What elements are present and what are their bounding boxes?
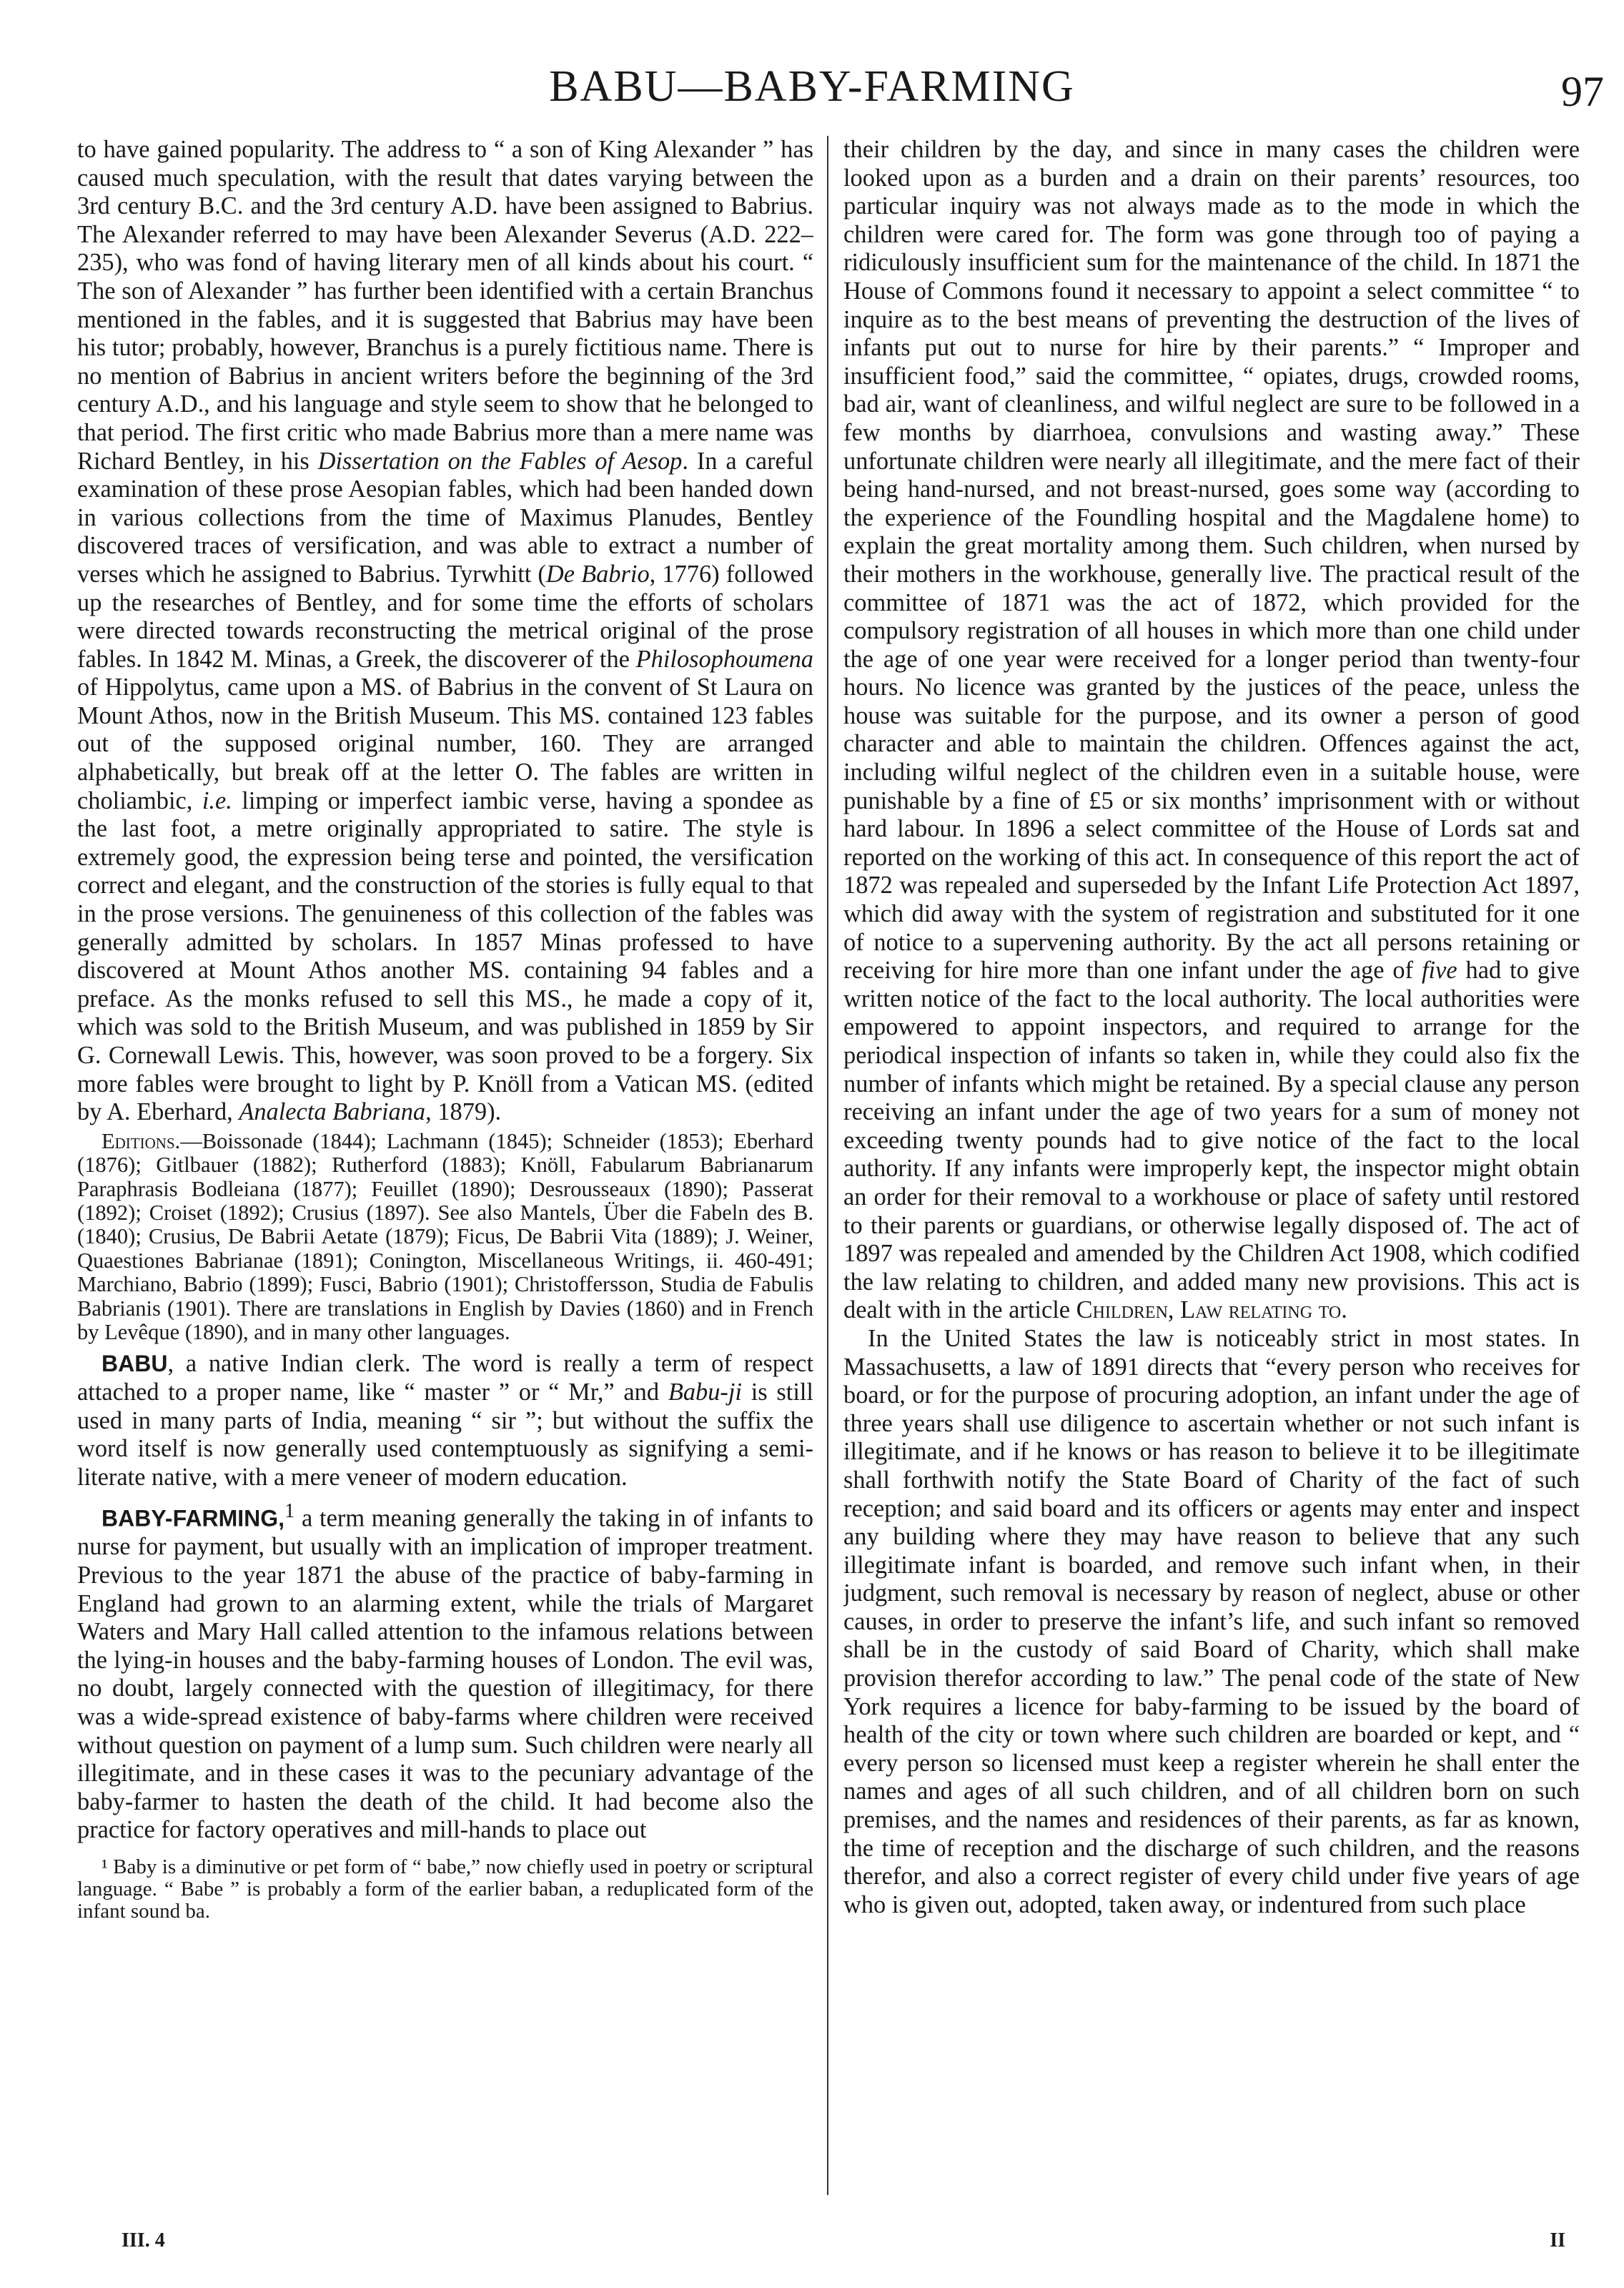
- entry-babu: BABU, a native Indian clerk. The word is really a term of respect attached to a proper name, like “ master ” or “ Mr,” and Babu-ji is still used in many parts of India, meaning “ sir ”; but without the suffix the word itself is now generally used contemptuously as signifying a semi-literate native, with a mere veneer of modern education.: [77, 1350, 813, 1491]
- babrius-paragraph: to have gained popularity. The address to “ a son of King Alexander ” has caused much speculation, with the result that dates varying between the 3rd century B.C. and the 3rd century A.D. have been assigned to Babrius. The Alexander referred to may have been Alexander Severus (A.D. 222–235), who was fond of having literary men of all kinds about his court. “ The son of Alexander ” has further been identified with a certain Branchus mentioned in the fables, and it is suggested that Babrius may have been his tutor; probably, however, Branchus is a purely fictitious name. There is no mention of Babrius in ancient writers before the beginning of the 3rd century A.D., and his language and style seem to show that he belonged to that period. The first critic who made Babrius more than a mere name was Richard Bentley, in his Dissertation on the Fables of Aesop. In a careful examination of these prose Aesopian fables, which had been handed down in various collections from the time of Maximus Planudes, Bentley discovered traces of versification, and was able to extract a number of verses which he assigned to Babrius. Tyrwhitt (De Babrio, 1776) followed up the researches of Bentley, and for some time the efforts of scholars were directed towards reconstructing the metrical original of the prose fables. In 1842 M. Minas, a Greek, the discoverer of the Philosophoumena of Hippolytus, came upon a MS. of Babrius in the convent of St Laura on Mount Athos, now in the British Museum. This MS. contained 123 fables out of the supposed original number, 160. They are arranged alphabetically, but break off at the letter O. The fables are written in choliambic, i.e. limping or imperfect iambic verse, having a spondee as the last foot, a metre originally appropriated to satire. The style is extremely good, the expression being terse and pointed, the versification correct and elegant, and the construction of the stories is fully equal to that in the prose versions. The genuineness of this collection of the fables was generally admitted by scholars. In 1857 Minas professed to have discovered at Mount Athos another MS. containing 94 fables and a preface. As the monks refused to sell this MS., he made a copy of it, which was sold to the British Museum, and was published in 1859 by Sir G. Cornewall Lewis. This, however, was soon proved to be a forgery. Six more fables were brought to light by P. Knöll from a Vatican MS. (edited by A. Eberhard, Analecta Babriana, 1879).: [77, 136, 813, 1126]
- page-number: 97: [1561, 68, 1604, 115]
- running-title: BABU—BABY-FARMING: [549, 62, 1075, 111]
- united-states-paragraph: In the United States the law is noticeably strict in most states. In Massachusetts, a law of 1891 directs that “every person who receives for board, or for the purpose of procuring adoption, an infant under the age of three years shall use diligence to ascertain whether or not such infant is illegitimate, and if he knows or has reason to believe it to be illegitimate shall forthwith notify the State Board of Charity of the fact of such reception; and said board and its officers or agents may enter and inspect any building where they may have reason to believe that any such illegitimate infant is boarded, and remove such infant when, in their judgment, such removal is necessary by reason of neglect, abuse or other causes, in order to preserve the infant’s life, and such infant so removed shall be in the custody of said Board of Charity, which shall make provision therefor according to law.” The penal code of the state of New York requires a licence for baby-farming to be issued by the board of health of the city or town where such children are boarded or kept, and “ every person so licensed must keep a register wherein he shall enter the names and ages of all such children, and of all children born on such premises, and the names and residences of their parents, as far as known, the time of reception and the discharge of such children, and the reasons therefor, and also a correct register of every child under five years of age who is given out, adopted, taken away, or indentured from such place: [843, 1324, 1580, 1918]
- headword-baby-farming: BABY-FARMING,: [102, 1505, 284, 1532]
- right-column: [843, 136, 1580, 2195]
- page-header: [0, 61, 1624, 119]
- cross-reference: Children, Law relating to: [1076, 1296, 1342, 1324]
- footnote: ¹ Baby is a diminutive or pet form of “ babe,” now chiefly used in poetry or scriptural language. “ Babe ” is probably a form of the earlier baban, a reduplicated form of the infant sound ba.: [77, 1855, 813, 1923]
- footnote-marker: 1: [284, 1499, 295, 1523]
- title-dissertation: Dissertation on the Fables of Aesop: [317, 447, 683, 475]
- signature-mark: III. 4: [122, 2229, 165, 2252]
- column-divider: [827, 136, 828, 2195]
- entry-baby-farming: BABY-FARMING,$^1$ a term meaning generally the taking in of infants to nurse for payment, but usually with an implication of improper treatment. Previous to the year 1871 the abuse of the practice of baby-farming in England had grown to an alarming extent, while the trials of Margaret Waters and Mary Hall called attention to the infamous relations between the lying-in houses and the baby-farming houses of London. The evil was, no doubt, largely connected with the question of illegitimacy, for there was a wide-spread existence of baby-farms where children were received without question on payment of a lump sum. Such children were nearly all illegitimate, and in these cases it was to the pecuniary advantage of the baby-farmer to hasten the death of the child. It had become also the practice for factory operatives and mill-hands to place out: [77, 1499, 813, 1844]
- footer-mark: II: [1550, 2229, 1565, 2252]
- editions-paragraph: Editions.—Boissonade (1844); Lachmann (1845); Schneider (1853); Eberhard (1876); Gitlbauer (1882); Rutherford (1883); Knöll, Fabularum Babrianarum Paraphrasis Bodleiana (1877); Feuillet (1890); Desrousseaux (1890); Passerat (1892); Croiset (1892); Crusius (1897). See also Mantels, Über die Fabeln des B. (1840); Crusius, De Babrii Aetate (1879); Ficus, De Babrii Vita (1889); J. Weiner, Quaestiones Babrianae (1891); Conington, Miscellaneous Writings, ii. 460-491; Marchiano, Babrio (1899); Fusci, Babrio (1901); Christoffersson, Studia de Fabulis Babrianis (1901). There are translations in English by Davies (1860) and in French by Levêque (1890), and in many other languages.: [77, 1128, 813, 1345]
- baby-farming-continued: their children by the day, and since in many cases the children were looked upon as a burden and a drain on their parents’ resources, too particular inquiry was not always made as to the mode in which the children were cared for. The form was gone through too of paying a ridiculously insufficient sum for the maintenance of the child. In 1871 the House of Commons found it necessary to appoint a select committee “ to inquire as to the best means of preventing the destruction of the lives of infants put out to nurse for hire by their parents.” “ Improper and insufficient food,” said the committee, “ opiates, drugs, crowded rooms, bad air, want of cleanliness, and wilful neglect are sure to be followed in a few months by diarrhoea, convulsions and wasting away.” These unfortunate children were nearly all illegitimate, and the mere fact of their being hand-nursed, and not breast-nursed, goes some way (according to the experience of the Foundling hospital and the Magdalene home) to explain the great mortality among them. Such children, when nursed by their mothers in the workhouse, generally live. The practical result of the committee of 1871 was the act of 1872, which provided for the compulsory registration of all houses in which more than one child under the age of one year were received for a longer period than twenty-four hours. No licence was granted by the justices of the peace, unless the house was suitable for the purpose, and its owner a person of good character and able to maintain the children. Offences against the act, including wilful neglect of the children even in a suitable house, were punishable by a fine of £5 or six months’ imprisonment with or without hard labour. In 1896 a select committee of the House of Lords sat and reported on the working of this act. In consequence of this report the act of 1872 was repealed and superseded by the Infant Life Protection Act 1897, which did away with the system of registration and substituted for it one of notice to a supervening authority. By the act all persons retaining or receiving for hire more than one infant under the age of five had to give written notice of the fact to the local authority. The local authorities were empowered to appoint inspectors, and required to arrange for the periodical inspection of infants so taken in, while they could also fix the number of infants which might be retained. By a special clause any person receiving an infant under the age of two years for a sum of money not exceeding twenty pounds had to give notice of the fact to the local authority. If any infants were improperly kept, the inspector might obtain an order for their removal to a workhouse or place of safety until restored to their parents or guardians, or otherwise legally disposed of. The act of 1897 was repealed and amended by the Children Act 1908, which codified the law relating to children, and added many new provisions. This act is dealt with in the article Children, Law relating to.: [843, 136, 1580, 1324]
- headword-babu: BABU: [102, 1351, 168, 1377]
- left-column: [77, 136, 813, 2195]
